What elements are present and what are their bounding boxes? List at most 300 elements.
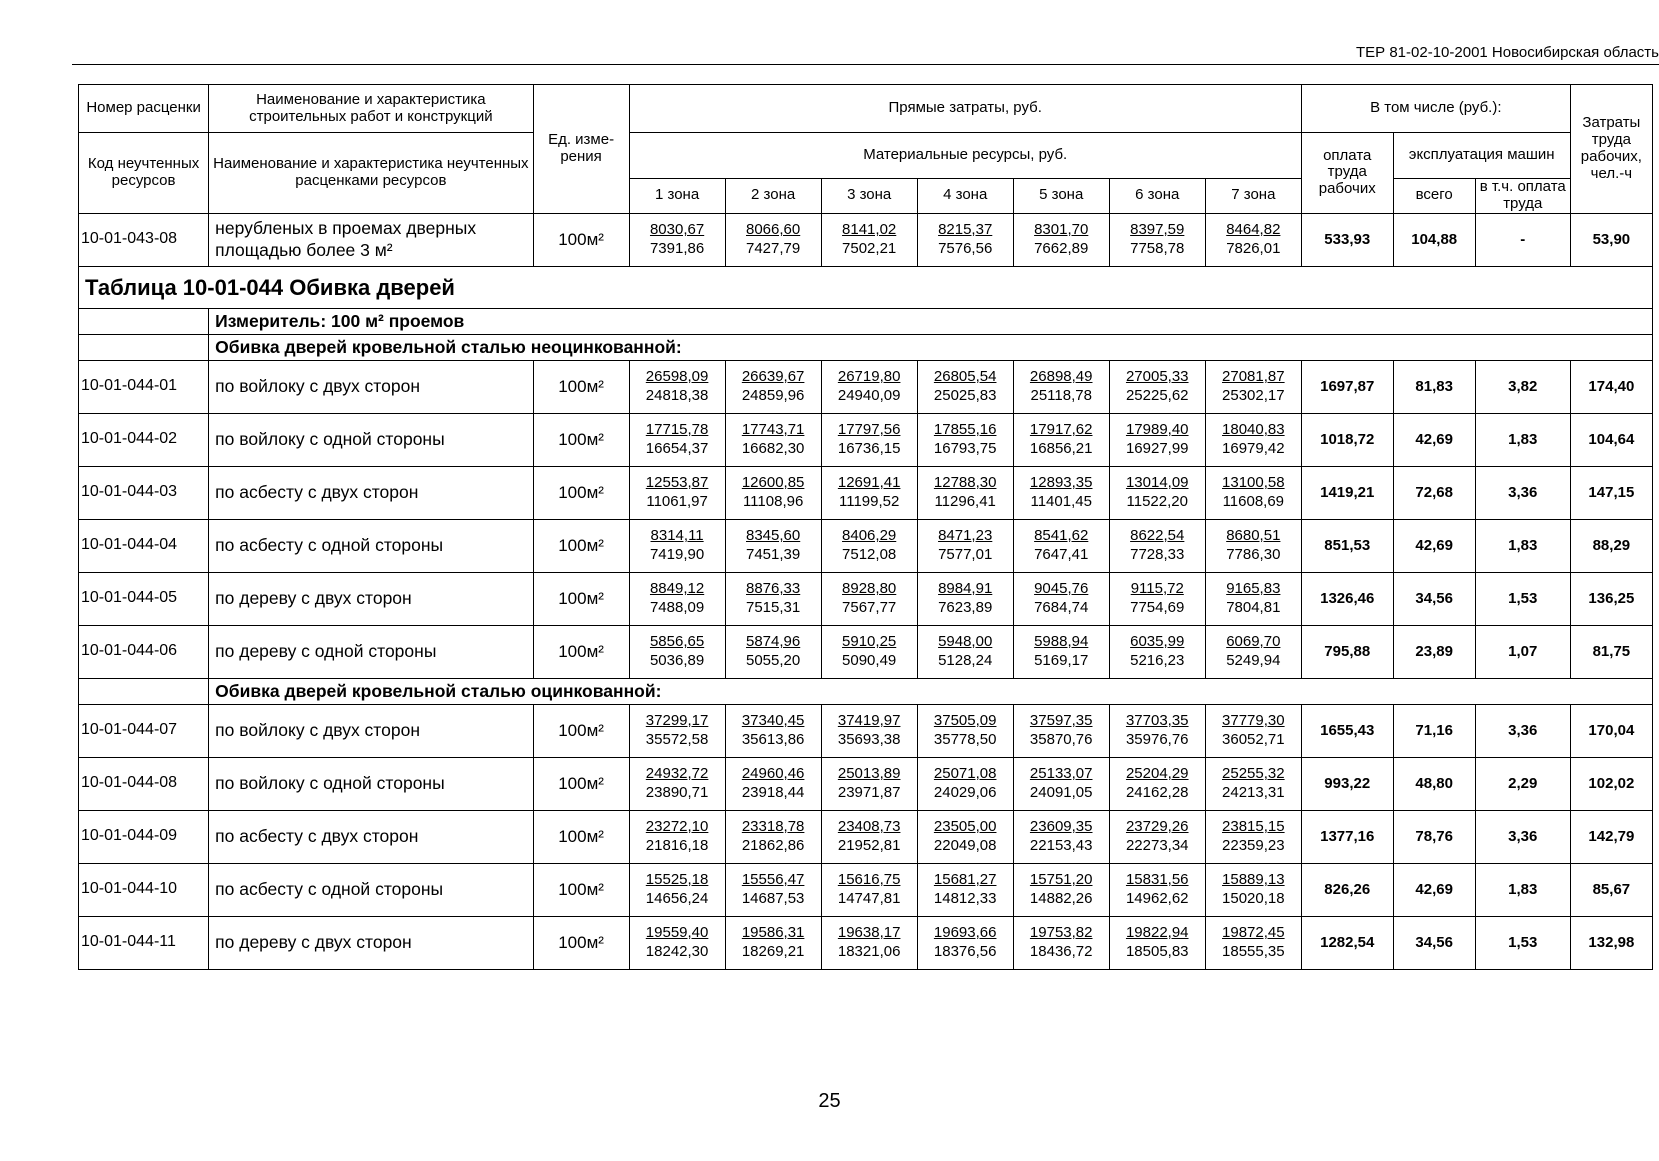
direct-cost: 5910,25	[842, 633, 897, 651]
material-cost: 25025,83	[933, 386, 997, 404]
direct-cost: 15681,27	[933, 871, 997, 889]
direct-cost: 17855,16	[933, 421, 997, 439]
zone-price-5	[1013, 360, 1109, 413]
direct-cost: 8030,67	[649, 221, 705, 239]
material-cost: 18321,06	[837, 942, 901, 960]
material-cost: 24818,38	[645, 386, 709, 404]
direct-cost: 15889,13	[1222, 871, 1285, 889]
material-cost: 23918,44	[741, 783, 805, 801]
zone-price-4	[917, 810, 1013, 863]
zone-price-7	[1205, 413, 1301, 466]
zone-price-7	[1205, 757, 1301, 810]
work-name: по асбесту с одной стороны	[209, 863, 533, 916]
zone-price-6	[1109, 757, 1205, 810]
material-cost: 7577,01	[938, 545, 993, 563]
material-cost: 11108,96	[742, 492, 804, 510]
table-row	[79, 757, 1653, 810]
direct-cost: 8471,23	[938, 527, 993, 545]
zone-price-2	[725, 810, 821, 863]
work-name: по дереву с двух сторон	[209, 572, 533, 625]
labor-hours: 104,64	[1570, 413, 1652, 466]
material-cost: 16736,15	[837, 439, 901, 457]
zone-price-5	[1013, 704, 1109, 757]
material-cost: 16856,21	[1029, 439, 1093, 457]
direct-cost: 26598,09	[645, 368, 709, 386]
labor-pay: 1018,72	[1301, 413, 1393, 466]
material-cost: 35572,58	[645, 730, 709, 748]
zone-price-5	[1013, 466, 1109, 519]
labor-pay: 1282,54	[1301, 916, 1393, 969]
labor-hours: 88,29	[1570, 519, 1652, 572]
direct-cost: 26805,54	[933, 368, 997, 386]
zone-price-7	[1205, 625, 1301, 678]
machines-total: 34,56	[1393, 572, 1475, 625]
col-zone-4: 4 зона	[917, 179, 1013, 214]
material-cost: 7623,89	[938, 598, 993, 616]
work-name: нерубленых в проемах дверных площадью более 3 м²	[209, 213, 533, 266]
material-cost: 16682,30	[741, 439, 805, 457]
material-cost: 21862,86	[741, 836, 805, 854]
zone-price-7	[1205, 810, 1301, 863]
material-cost: 21816,18	[645, 836, 709, 854]
rate-code: 10-01-043-08	[79, 213, 209, 266]
direct-cost: 8314,11	[650, 527, 704, 545]
direct-cost: 24932,72	[645, 765, 709, 783]
rate-code: 10-01-044-04	[79, 519, 209, 572]
machines-labor: -	[1475, 213, 1570, 266]
table-row	[79, 863, 1653, 916]
zone-price-2	[725, 572, 821, 625]
section-row	[79, 308, 1653, 334]
direct-cost: 25133,07	[1029, 765, 1093, 783]
direct-cost: 5948,00	[938, 633, 993, 651]
zone-price-2	[725, 213, 821, 266]
col-zone-7: 7 зона	[1205, 179, 1301, 214]
zone-price-2	[725, 413, 821, 466]
machines-total: 23,89	[1393, 625, 1475, 678]
direct-cost: 13100,58	[1222, 474, 1285, 492]
labor-pay: 795,88	[1301, 625, 1393, 678]
material-cost: 24940,09	[837, 386, 901, 404]
direct-cost: 25255,32	[1222, 765, 1285, 783]
direct-cost: 15616,75	[837, 871, 901, 889]
zone-price-3	[821, 213, 917, 266]
col-unit: Ед. изме-рения	[533, 85, 629, 214]
col-material: Материальные ресурсы, руб.	[629, 133, 1301, 179]
direct-cost: 37299,17	[645, 712, 709, 730]
material-cost: 7567,77	[842, 598, 897, 616]
direct-cost: 17989,40	[1125, 421, 1189, 439]
labor-pay: 826,26	[1301, 863, 1393, 916]
labor-pay: 1326,46	[1301, 572, 1393, 625]
labor-pay: 1377,16	[1301, 810, 1393, 863]
labor-hours: 53,90	[1570, 213, 1652, 266]
direct-cost: 5874,96	[746, 633, 801, 651]
material-cost: 22153,43	[1029, 836, 1093, 854]
labor-hours: 102,02	[1570, 757, 1652, 810]
material-cost: 14812,33	[933, 889, 997, 907]
direct-cost: 19822,94	[1125, 924, 1189, 942]
direct-cost: 37505,09	[933, 712, 997, 730]
col-including: В том числе (руб.):	[1301, 85, 1570, 133]
direct-cost: 8680,51	[1226, 527, 1281, 545]
material-cost: 14747,81	[837, 889, 901, 907]
rate-code: 10-01-044-06	[79, 625, 209, 678]
direct-cost: 18040,83	[1222, 421, 1285, 439]
section-code-cell	[79, 678, 209, 704]
labor-pay: 1419,21	[1301, 466, 1393, 519]
zone-price-6	[1109, 466, 1205, 519]
material-cost: 24029,06	[933, 783, 997, 801]
direct-cost: 15556,47	[741, 871, 805, 889]
direct-cost: 19638,17	[837, 924, 901, 942]
direct-cost: 17715,78	[645, 421, 709, 439]
direct-cost: 26898,49	[1029, 368, 1093, 386]
machines-labor: 2,29	[1475, 757, 1570, 810]
zone-price-1	[629, 572, 725, 625]
direct-cost: 8849,12	[649, 580, 705, 598]
col-name-bottom: Наименование и характеристика неучтенных расценками ресурсов	[209, 133, 533, 214]
zone-price-7	[1205, 572, 1301, 625]
direct-cost: 6069,70	[1226, 633, 1281, 651]
material-cost: 7647,41	[1034, 545, 1089, 563]
direct-cost: 12893,35	[1029, 474, 1093, 492]
machines-total: 104,88	[1393, 213, 1475, 266]
machines-labor: 3,36	[1475, 466, 1570, 519]
material-cost: 35870,76	[1029, 730, 1093, 748]
zone-price-4	[917, 625, 1013, 678]
direct-cost: 17743,71	[741, 421, 805, 439]
machines-labor: 3,36	[1475, 810, 1570, 863]
zone-price-3	[821, 572, 917, 625]
section-code-cell	[79, 334, 209, 360]
zone-price-1	[629, 213, 725, 266]
direct-cost: 5856,65	[649, 633, 705, 651]
col-zone-3: 3 зона	[821, 179, 917, 214]
section-code-cell	[79, 308, 209, 334]
direct-cost: 15751,20	[1029, 871, 1093, 889]
zone-price-7	[1205, 466, 1301, 519]
material-cost: 7758,78	[1130, 239, 1185, 257]
work-name: по дереву с двух сторон	[209, 916, 533, 969]
direct-cost: 9165,83	[1226, 580, 1281, 598]
material-cost: 16654,37	[645, 439, 709, 457]
zone-price-3	[821, 519, 917, 572]
machines-total: 78,76	[1393, 810, 1475, 863]
col-zone-1: 1 зона	[629, 179, 725, 214]
zone-price-4	[917, 213, 1013, 266]
material-cost: 35976,76	[1125, 730, 1189, 748]
rate-code: 10-01-044-05	[79, 572, 209, 625]
zone-price-4	[917, 863, 1013, 916]
zone-price-1	[629, 704, 725, 757]
direct-cost: 15525,18	[645, 871, 709, 889]
material-cost: 7451,39	[746, 545, 801, 563]
zone-price-3	[821, 466, 917, 519]
direct-cost: 25071,08	[933, 765, 997, 783]
table-title: Таблица 10-01-044 Обивка дверей	[79, 266, 1653, 308]
zone-price-6	[1109, 916, 1205, 969]
zone-price-1	[629, 757, 725, 810]
direct-cost: 13014,09	[1125, 474, 1189, 492]
col-code-top: Номер расценки	[79, 85, 209, 133]
labor-hours: 170,04	[1570, 704, 1652, 757]
material-cost: 11199,52	[838, 492, 900, 510]
machines-total: 71,16	[1393, 704, 1475, 757]
material-cost: 7754,69	[1130, 598, 1185, 616]
machines-labor: 3,36	[1475, 704, 1570, 757]
unit-of-measure: 100м²	[533, 413, 629, 466]
direct-cost: 25204,29	[1125, 765, 1189, 783]
col-code-bottom: Код неучтенных ресурсов	[79, 133, 209, 214]
zone-price-6	[1109, 810, 1205, 863]
col-labor-pay: оплата труда рабочих	[1301, 133, 1393, 214]
material-cost: 16793,75	[933, 439, 997, 457]
material-cost: 23971,87	[837, 783, 901, 801]
machines-total: 81,83	[1393, 360, 1475, 413]
table-row	[79, 916, 1653, 969]
work-name: по асбесту с одной стороны	[209, 519, 533, 572]
direct-cost: 23729,26	[1125, 818, 1189, 836]
material-cost: 24859,96	[741, 386, 805, 404]
zone-price-5	[1013, 757, 1109, 810]
section-row	[79, 334, 1653, 360]
labor-hours: 147,15	[1570, 466, 1652, 519]
unit-of-measure: 100м²	[533, 704, 629, 757]
zone-price-6	[1109, 413, 1205, 466]
material-cost: 7826,01	[1226, 239, 1281, 257]
direct-cost: 8066,60	[746, 221, 801, 239]
direct-cost: 9115,72	[1130, 580, 1184, 598]
labor-pay: 533,93	[1301, 213, 1393, 266]
col-zone-5: 5 зона	[1013, 179, 1109, 214]
zone-price-7	[1205, 519, 1301, 572]
material-cost: 14882,26	[1029, 889, 1093, 907]
zone-price-2	[725, 466, 821, 519]
material-cost: 11401,45	[1030, 492, 1092, 510]
page-number: 25	[818, 1090, 841, 1112]
material-cost: 7576,56	[938, 239, 993, 257]
table-row	[79, 213, 1653, 266]
unit-of-measure: 100м²	[533, 519, 629, 572]
material-cost: 24091,05	[1029, 783, 1093, 801]
machines-total: 42,69	[1393, 519, 1475, 572]
material-cost: 7427,79	[746, 239, 801, 257]
material-cost: 5169,17	[1034, 651, 1089, 669]
material-cost: 24213,31	[1222, 783, 1285, 801]
zone-price-6	[1109, 625, 1205, 678]
zone-price-4	[917, 519, 1013, 572]
direct-cost: 12691,41	[837, 474, 901, 492]
zone-price-2	[725, 519, 821, 572]
direct-cost: 17797,56	[837, 421, 901, 439]
direct-cost: 8397,59	[1130, 221, 1185, 239]
direct-cost: 23505,00	[933, 818, 997, 836]
zone-price-4	[917, 413, 1013, 466]
material-cost: 21952,81	[837, 836, 901, 854]
table-row	[79, 519, 1653, 572]
col-labor-hours: Затраты труда рабочих, чел.-ч	[1570, 85, 1652, 214]
labor-pay: 993,22	[1301, 757, 1393, 810]
col-zone-6: 6 зона	[1109, 179, 1205, 214]
direct-cost: 8141,02	[842, 221, 897, 239]
labor-hours: 85,67	[1570, 863, 1652, 916]
zone-price-1	[629, 916, 725, 969]
col-direct-costs: Прямые затраты, руб.	[629, 85, 1301, 133]
material-cost: 5128,24	[938, 651, 993, 669]
material-cost: 7728,33	[1130, 545, 1185, 563]
unit-of-measure: 100м²	[533, 625, 629, 678]
rate-code: 10-01-044-07	[79, 704, 209, 757]
zone-price-1	[629, 519, 725, 572]
unit-of-measure: 100м²	[533, 213, 629, 266]
section-row	[79, 678, 1653, 704]
material-cost: 25118,78	[1030, 386, 1092, 404]
material-cost: 11296,41	[934, 492, 996, 510]
zone-price-1	[629, 810, 725, 863]
direct-cost: 8541,62	[1034, 527, 1089, 545]
unit-of-measure: 100м²	[533, 572, 629, 625]
material-cost: 7488,09	[649, 598, 705, 616]
material-cost: 7502,21	[842, 239, 897, 257]
zone-price-1	[629, 863, 725, 916]
machines-labor: 3,82	[1475, 360, 1570, 413]
direct-cost: 8464,82	[1226, 221, 1281, 239]
material-cost: 25302,17	[1222, 386, 1285, 404]
direct-cost: 19586,31	[741, 924, 805, 942]
direct-cost: 6035,99	[1130, 633, 1185, 651]
zone-price-7	[1205, 916, 1301, 969]
material-cost: 18436,72	[1029, 942, 1093, 960]
material-cost: 14687,53	[741, 889, 805, 907]
price-table	[78, 84, 1653, 970]
rate-code: 10-01-044-09	[79, 810, 209, 863]
zone-price-5	[1013, 916, 1109, 969]
zone-price-4	[917, 916, 1013, 969]
col-name-top: Наименование и характеристика строительных работ и конструкций	[209, 85, 533, 133]
col-machines-labor: в т.ч. оплата труда	[1475, 179, 1570, 214]
material-cost: 18376,56	[933, 942, 997, 960]
material-cost: 22049,08	[933, 836, 997, 854]
machines-total: 42,69	[1393, 863, 1475, 916]
labor-pay: 1697,87	[1301, 360, 1393, 413]
zone-price-3	[821, 810, 917, 863]
direct-cost: 8301,70	[1034, 221, 1089, 239]
table-row	[79, 360, 1653, 413]
material-cost: 7786,30	[1226, 545, 1281, 563]
direct-cost: 26639,67	[741, 368, 805, 386]
zone-price-5	[1013, 213, 1109, 266]
direct-cost: 19693,66	[933, 924, 997, 942]
machines-total: 48,80	[1393, 757, 1475, 810]
material-cost: 7512,08	[842, 545, 897, 563]
unit-of-measure: 100м²	[533, 757, 629, 810]
material-cost: 11608,69	[1222, 492, 1285, 510]
material-cost: 24162,28	[1125, 783, 1189, 801]
direct-cost: 37779,30	[1222, 712, 1285, 730]
labor-hours: 142,79	[1570, 810, 1652, 863]
zone-price-5	[1013, 625, 1109, 678]
work-name: по дереву с одной стороны	[209, 625, 533, 678]
labor-hours: 132,98	[1570, 916, 1652, 969]
rate-code: 10-01-044-10	[79, 863, 209, 916]
direct-cost: 37703,35	[1125, 712, 1189, 730]
zone-price-1	[629, 625, 725, 678]
material-cost: 25225,62	[1125, 386, 1189, 404]
zone-price-7	[1205, 704, 1301, 757]
material-cost: 5249,94	[1226, 651, 1281, 669]
zone-price-3	[821, 413, 917, 466]
material-cost: 7391,86	[649, 239, 705, 257]
direct-cost: 37597,35	[1029, 712, 1093, 730]
zone-price-7	[1205, 360, 1301, 413]
zone-price-3	[821, 704, 917, 757]
direct-cost: 8406,29	[842, 527, 897, 545]
machines-total: 42,69	[1393, 413, 1475, 466]
work-name: по асбесту с двух сторон	[209, 466, 533, 519]
material-cost: 22273,34	[1125, 836, 1189, 854]
zone-price-3	[821, 360, 917, 413]
material-cost: 18505,83	[1125, 942, 1189, 960]
material-cost: 11061,97	[646, 492, 708, 510]
document-header: ТЕР 81-02-10-2001 Новосибирская область	[1356, 44, 1659, 61]
direct-cost: 23272,10	[645, 818, 709, 836]
table-title-row	[79, 266, 1653, 308]
rate-code: 10-01-044-01	[79, 360, 209, 413]
machines-labor: 1,53	[1475, 572, 1570, 625]
zone-price-5	[1013, 519, 1109, 572]
machines-labor: 1,83	[1475, 413, 1570, 466]
header-rule	[72, 64, 1659, 65]
section-heading: Обивка дверей кровельной сталью оцинкованной:	[209, 678, 1653, 704]
labor-pay: 1655,43	[1301, 704, 1393, 757]
material-cost: 7804,81	[1226, 598, 1281, 616]
zone-price-5	[1013, 413, 1109, 466]
zone-price-2	[725, 916, 821, 969]
direct-cost: 27081,87	[1222, 368, 1285, 386]
direct-cost: 17917,62	[1029, 421, 1093, 439]
machines-labor: 1,83	[1475, 519, 1570, 572]
direct-cost: 8345,60	[746, 527, 801, 545]
direct-cost: 24960,46	[741, 765, 805, 783]
material-cost: 22359,23	[1222, 836, 1285, 854]
labor-hours: 136,25	[1570, 572, 1652, 625]
direct-cost: 23318,78	[741, 818, 805, 836]
zone-price-4	[917, 572, 1013, 625]
material-cost: 35778,50	[933, 730, 997, 748]
direct-cost: 8984,91	[938, 580, 993, 598]
unit-of-measure: 100м²	[533, 466, 629, 519]
material-cost: 7662,89	[1034, 239, 1089, 257]
zone-price-2	[725, 360, 821, 413]
section-heading: Измеритель: 100 м² проемов	[209, 308, 1653, 334]
material-cost: 5036,89	[649, 651, 705, 669]
work-name: по войлоку с одной стороны	[209, 757, 533, 810]
machines-labor: 1,07	[1475, 625, 1570, 678]
machines-labor: 1,83	[1475, 863, 1570, 916]
zone-price-6	[1109, 519, 1205, 572]
machines-total: 34,56	[1393, 916, 1475, 969]
direct-cost: 12600,85	[741, 474, 805, 492]
direct-cost: 25013,89	[837, 765, 901, 783]
zone-price-6	[1109, 572, 1205, 625]
direct-cost: 37419,97	[837, 712, 901, 730]
table-row	[79, 572, 1653, 625]
zone-price-3	[821, 863, 917, 916]
material-cost: 18242,30	[645, 942, 709, 960]
zone-price-5	[1013, 572, 1109, 625]
col-zone-2: 2 зона	[725, 179, 821, 214]
